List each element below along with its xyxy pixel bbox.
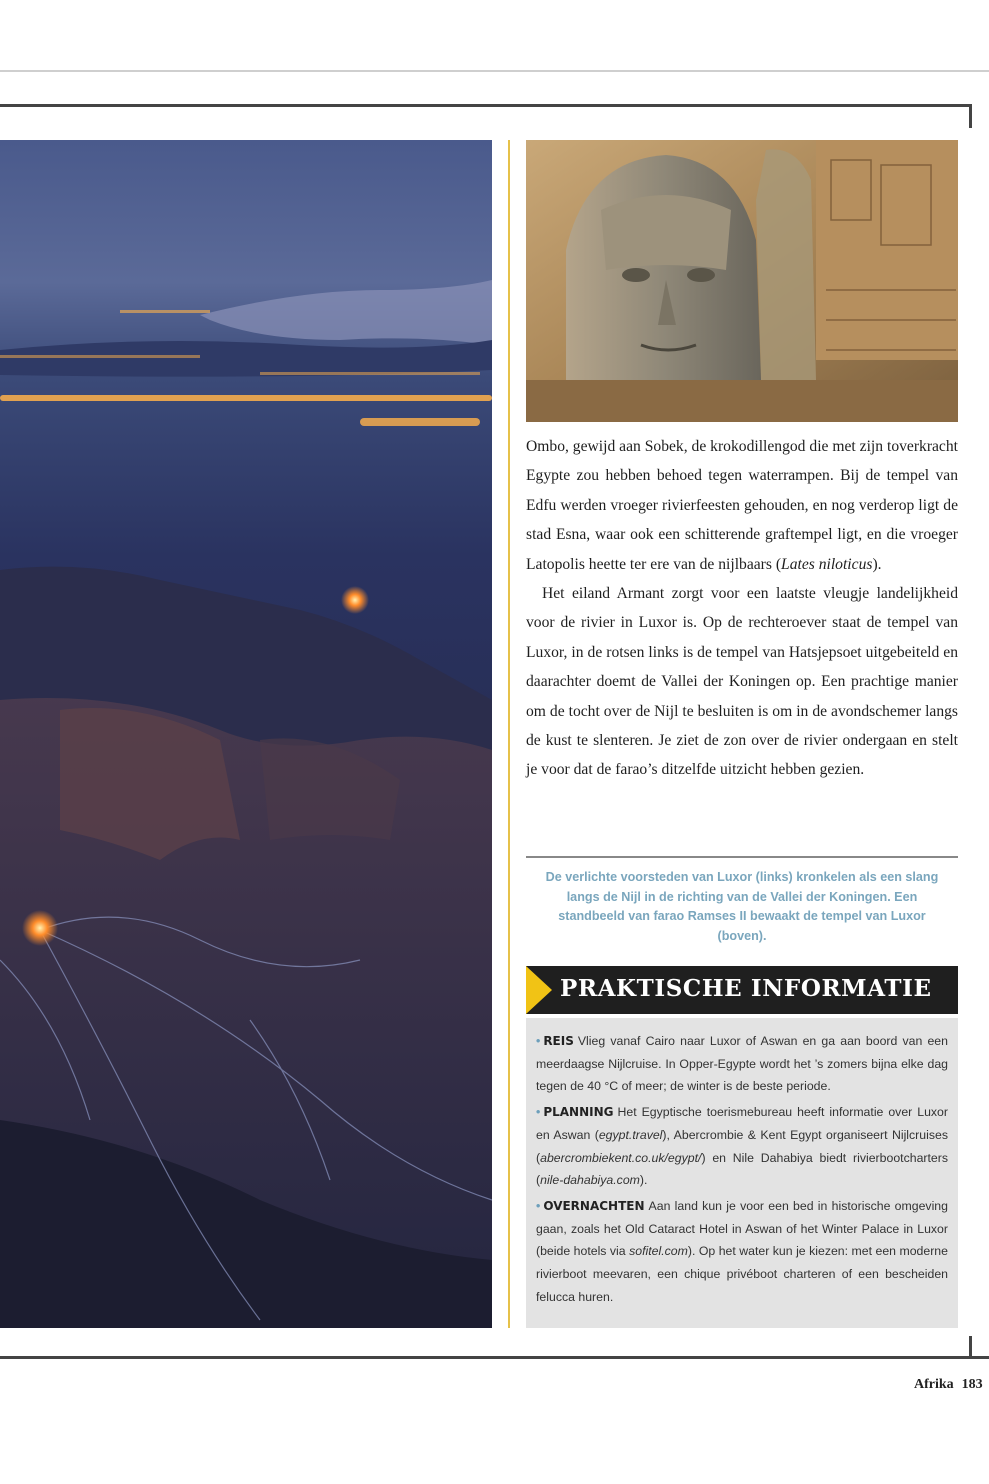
frame-corner-top: [969, 104, 972, 128]
ramses-statue-photo: [526, 140, 958, 422]
web-address: abercrombiekent.co.uk/egypt/: [540, 1150, 702, 1165]
frame-bottom-rule: [0, 1356, 989, 1359]
web-address: sofitel.com: [629, 1244, 688, 1259]
info-label: OVERNACHTEN: [543, 1198, 645, 1213]
luxor-night-photo: [0, 140, 492, 1328]
article-paragraph-2: Het eiland Armant zorgt voor een laatste vleugje landelijkheid voor de rivier in Luxor is. Op de rechteroever staat de tempel van Luxor, in de rotsen links is de tempel van Hatsjepsoet uitgebeiteld en daarachter doemt de Vallei der Koningen op. Een prachtige manier om de tocht over de Nijl te besluiten is om in de avondschemer langs de kust te slenteren. Je ziet de zon over de rivier ondergaan en stelt je voor dat de farao’s ditzelfde uitzicht hebben gezien.: [526, 585, 958, 779]
page-number: 183: [961, 1377, 983, 1392]
caption-rule: [526, 856, 958, 858]
arrow-icon: [526, 966, 552, 1014]
page-folio: [914, 1377, 983, 1393]
photo-caption: De verlichte voorsteden van Luxor (links) kronkelen als een slang langs de Nijl in de richting van de Vallei der Koningen. Een standbeeld van farao Ramses II bewaakt de tempel van Luxor (boven).: [545, 870, 939, 943]
web-address: nile-dahabiya.com: [540, 1173, 640, 1188]
top-rule: [0, 70, 989, 72]
info-item-planning: • PLANNING Het Egyptische toerismebureau heeft informatie over Luxor en Aswan (egypt.travel), Abercrombie & Kent Egypt organiseert Nijlcruises (abercrombiekent.co.uk/egypt/) en Nile Dahabiya biedt rivierbootcharters (nile-dahabiya.com).: [536, 1105, 948, 1188]
article-body: [526, 432, 958, 785]
info-item-overnachten: • OVERNACHTEN Aan land kun je voor een bed in historische omgeving gaan, zoals het Old Cataract Hotel in Aswan of het Winter Palace in Luxor (beide hotels via sofitel.com). Op het water kun je kiezen: met een moderne rivierboot meevaren, een chique privéboot charteren of een bescheiden felucca huren.: [536, 1198, 948, 1304]
info-box-header: [526, 966, 958, 1014]
web-address: egypt.travel: [598, 1127, 663, 1142]
bullet-icon: •: [536, 1105, 541, 1120]
frame-top-rule: [0, 104, 972, 107]
latin-name: Lates niloticus: [781, 555, 873, 573]
frame-corner-bottom: [969, 1336, 972, 1358]
article-paragraph-1: Ombo, gewijd aan Sobek, de krokodillengod die met zijn toverkracht Egypte zou hebben behoed tegen waterrampen. Bij de tempel van Edfu werden vroeger rivierfeesten gehouden, en nog verderop ligt de stad Esna, waar ook een schitterende graftempel ligt, en die vroeger Latopolis heette ter ere van de nijlbaars (Lates niloticus).: [526, 438, 958, 573]
column-divider: [508, 140, 510, 1328]
practical-info-box: [526, 1018, 958, 1328]
info-label: REIS: [543, 1034, 574, 1048]
info-label: PLANNING: [543, 1105, 614, 1120]
bullet-icon: •: [536, 1034, 541, 1048]
bullet-icon: •: [536, 1198, 541, 1213]
section-name: Afrika: [914, 1377, 954, 1392]
info-item-reis: • REIS Vlieg vanaf Cairo naar Luxor of Aswan en ga aan boord van een meerdaagse Nijlcruise. In Opper-Egypte wordt het ’s zomers bijna elke dag tegen de 40 °C of meer; de winter is de beste periode.: [536, 1034, 948, 1094]
info-box-title: PRAKTISCHE INFORMATIE: [560, 975, 932, 1002]
